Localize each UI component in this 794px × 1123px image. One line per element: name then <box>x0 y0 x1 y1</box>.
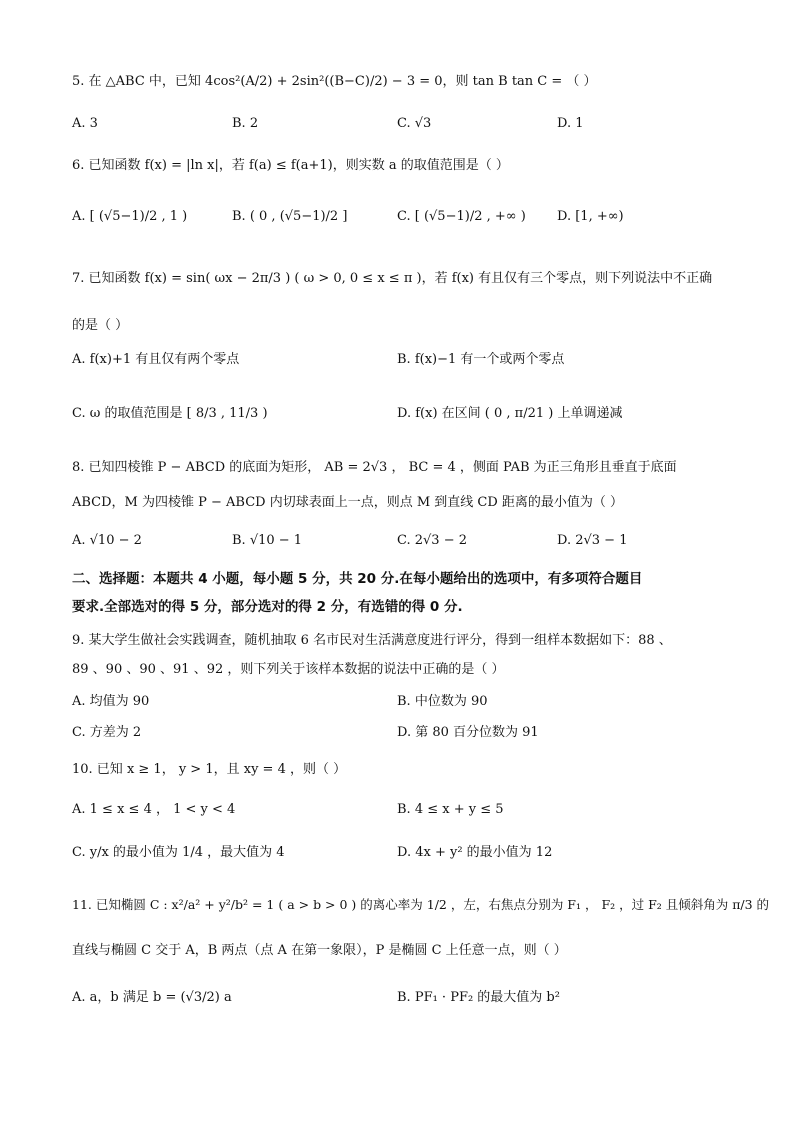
question-6-stem: 6. 已知函数 f(x) = |ln x|，若 f(a) ≤ f(a+1)，则实数 a 的取值范围是（ ） <box>72 158 509 173</box>
question-7-option-a[interactable]: A. f(x)+1 有且仅有两个零点 <box>72 352 240 367</box>
question-9-stem-line-1: 9. 某大学生做社会实践调查，随机抽取 6 名市民对生活满意度进行评分，得到一组样本数据如下：88 、 <box>72 633 672 648</box>
question-11-option-b[interactable]: B. PF₁ · PF₂ 的最大值为 b² <box>397 990 560 1005</box>
question-10-option-d[interactable]: D. 4x + y² 的最小值为 12 <box>397 845 553 860</box>
question-9-option-c[interactable]: C. 方差为 2 <box>72 725 142 740</box>
question-8-option-b[interactable]: B. √10 − 1 <box>232 533 303 548</box>
section-2-heading-line-2: 要求.全部选对的得 5 分，部分选对的得 2 分，有选错的得 0 分. <box>72 599 463 615</box>
question-9-stem-line-2: 89 、90 、90 、91 、92 ，则下列关于该样本数据的说法中正确的是（ ） <box>72 662 505 677</box>
question-10-option-c[interactable]: C. y/x 的最小值为 1/4 ，最大值为 4 <box>72 845 285 860</box>
question-8-stem-line-1: 8. 已知四棱锥 P − ABCD 的底面为矩形， AB = 2√3 ， BC = 4 ，侧面 PAB 为正三角形且垂直于底面 <box>72 460 677 475</box>
question-7-option-b[interactable]: B. f(x)−1 有一个或两个零点 <box>397 352 565 367</box>
question-8-stem-line-2: ABCD，M 为四棱锥 P − ABCD 内切球表面上一点，则点 M 到直线 CD 距离的最小值为（ ） <box>72 495 624 510</box>
question-6-option-c[interactable]: C. [ (√5−1)/2 , +∞ ) <box>397 209 526 224</box>
question-6-option-b[interactable]: B. ( 0 , (√5−1)/2 ] <box>232 209 348 224</box>
question-7-stem-line-2: 的是（ ） <box>72 318 129 333</box>
section-2-heading-line-1: 二、选择题：本题共 4 小题，每小题 5 分，共 20 分.在每小题给出的选项中，有多项符合题目 <box>72 571 643 587</box>
question-5-option-c[interactable]: C. √3 <box>397 116 432 131</box>
question-10-option-a[interactable]: A. 1 ≤ x ≤ 4 ， 1 < y < 4 <box>72 802 236 817</box>
question-7-stem-line-1: 7. 已知函数 f(x) = sin( ωx − 2π/3 ) ( ω > 0, 0 ≤ x ≤ π )，若 f(x) 有且仅有三个零点，则下列说法中不正确 <box>72 271 713 286</box>
question-7-option-c[interactable]: C. ω 的取值范围是 [ 8/3 , 11/3 ) <box>72 406 268 421</box>
question-10-option-b[interactable]: B. 4 ≤ x + y ≤ 5 <box>397 802 504 817</box>
question-9-option-d[interactable]: D. 第 80 百分位数为 91 <box>397 725 539 740</box>
question-6-option-a[interactable]: A. [ (√5−1)/2 , 1 ) <box>72 209 188 224</box>
question-11-stem-line-2: 直线与椭圆 C 交于 A，B 两点（点 A 在第一象限），P 是椭圆 C 上任意一点，则（ ） <box>72 943 567 958</box>
question-10-stem: 10. 已知 x ≥ 1， y > 1，且 xy = 4 ，则（ ） <box>72 762 347 777</box>
question-9-option-a[interactable]: A. 均值为 90 <box>72 694 150 709</box>
question-9-option-b[interactable]: B. 中位数为 90 <box>397 694 488 709</box>
question-5-option-d[interactable]: D. 1 <box>557 116 584 131</box>
question-11-option-a[interactable]: A. a，b 满足 b = (√3/2) a <box>72 990 232 1005</box>
question-8-option-d[interactable]: D. 2√3 − 1 <box>557 533 628 548</box>
question-7-option-d[interactable]: D. f(x) 在区间 ( 0 , π/21 ) 上单调递减 <box>397 406 623 421</box>
question-5-stem: 5. 在 △ABC 中，已知 4cos²(A/2) + 2sin²((B−C)/2) − 3 = 0，则 tan B tan C = （ ） <box>72 74 597 89</box>
question-11-stem-line-1: 11. 已知椭圆 C : x²/a² + y²/b² = 1 ( a > b > 0 ) 的离心率为 1/2 ，左，右焦点分别为 F₁ ， F₂ ，过 F₂ 且倾斜角为 π/3 的 <box>72 897 770 912</box>
question-6-option-d[interactable]: D. [1, +∞) <box>557 209 624 224</box>
question-8-option-a[interactable]: A. √10 − 2 <box>72 533 142 548</box>
question-5-option-a[interactable]: A. 3 <box>72 116 98 131</box>
question-8-option-c[interactable]: C. 2√3 − 2 <box>397 533 468 548</box>
question-5-option-b[interactable]: B. 2 <box>232 116 259 131</box>
